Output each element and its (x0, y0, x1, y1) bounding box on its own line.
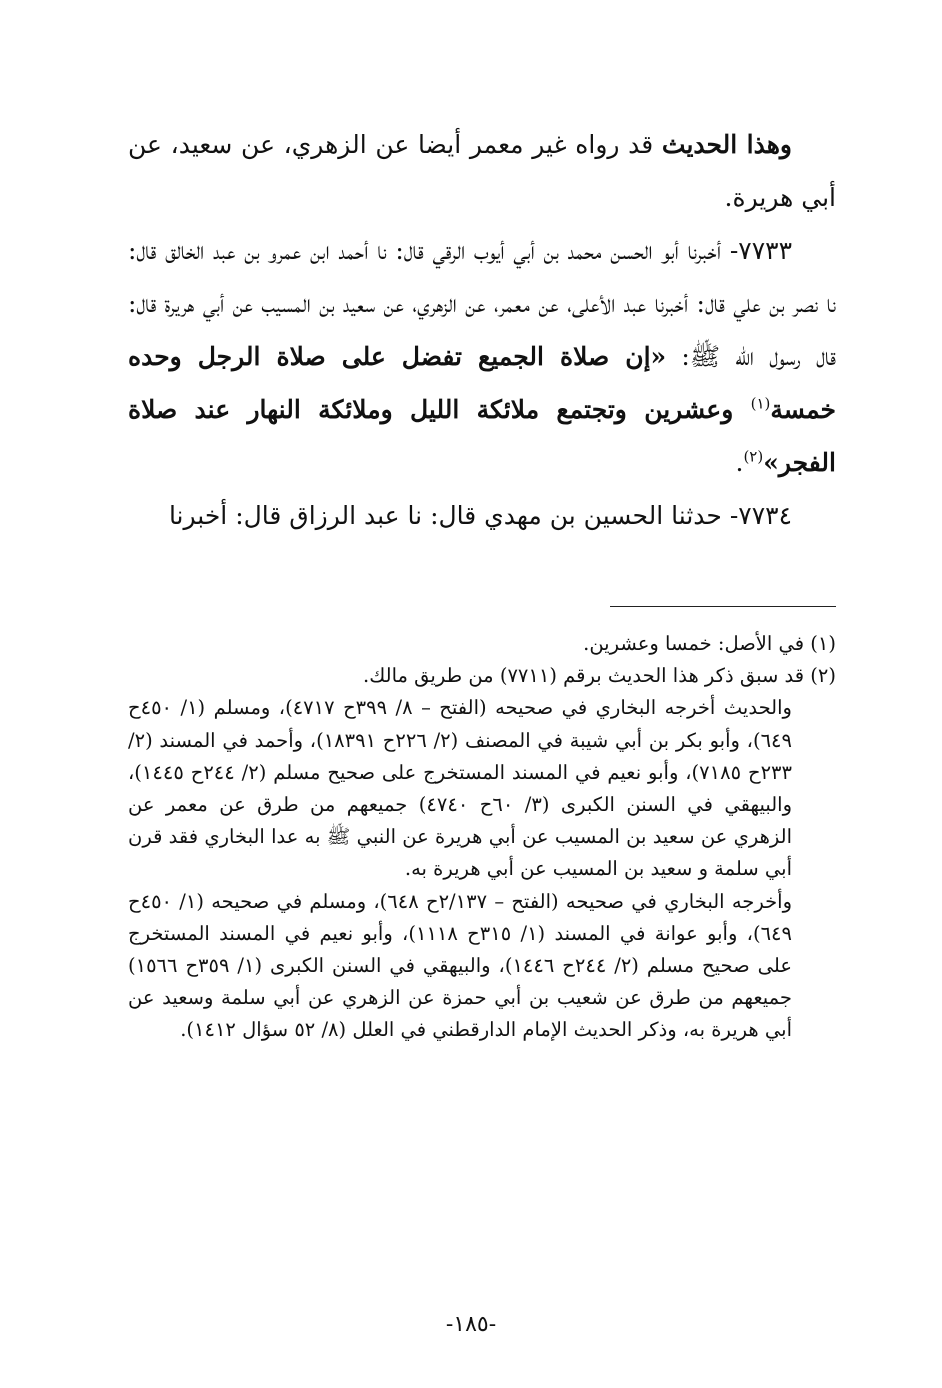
hadith-end-period: . (735, 448, 744, 477)
footnote-ref-1: (١) (750, 394, 771, 413)
footnote-ref-2: (٢) (743, 447, 764, 466)
intro-rest: قد رواه غير معمر أيضا عن الزهري، عن سعيد، عن أبي هريرة. (128, 130, 836, 212)
footnote-separator (610, 606, 836, 607)
footnotes (128, 628, 836, 1047)
footnote-2: (٢) قد سبق ذكر هذا الحديث برقم (٧٧١١) من طريق مالك. (363, 664, 836, 688)
footnote-1: (١) في الأصل: خمسا وعشرين. (583, 632, 836, 655)
isnad-7733: ٧٧٣٣- أخبرنا أبو الحسن محمد بن أبي أيوب الرقي قال: نا أحمد ابن عمرو بن عبد الخالق قال: نا نصر بن علي قال: أخبرنا عبد الأعلى، عن معمر، عن الزهري، عن سعيد بن المسيب عن أبي هريرة قال: قال رسول الله ﷺ: (128, 236, 837, 371)
paragraph-hadith-7733 (128, 224, 836, 489)
hadith-matn-part-b: وعشرين وتجتمع ملائكة الليل وملائكة النهار عند صلاة الفجر» (128, 395, 836, 477)
page-number: -١٨٥- (445, 1312, 497, 1337)
footnote-2-body-2: وأخرجه البخاري في صحيحه (الفتح – ٢/١٣٧ح ٦٤٨)، ومسلم في صحيحه (١/ ٤٥٠ح ٦٤٩)، وأبو عوانة في المسند (١/ ٣١٥ح ١١١٨)، وأبو نعيم في المسند المستخرج على صحيح مسلم (٢/ ٢٤٤ح ١٤٤٦)، والبيهقي في السنن الكبرى (١/ ٣٥٩ح ١٥٦٦) جميعهم من طرق عن شعيب بن أبي حمزة عن الزهري عن أبي سلمة وسعيد عن أبي هريرة به، وذكر الحديث الإمام الدارقطني في العلل (٨/ ٥٢ سؤال ١٤١٢). (128, 889, 792, 1042)
paragraph-hadith-7734: ٧٧٣٤- حدثنا الحسين بن مهدي قال: نا عبد الرزاق قال: أخبرنا (168, 501, 792, 530)
paragraph-intro (128, 118, 836, 224)
intro-lead-bold: وهذا الحديث (661, 130, 792, 159)
main-text (128, 118, 836, 542)
footnote-2-body-1: والحديث أخرجه البخاري في صحيحه (الفتح – ٨/ ٣٩٩ح ٤٧١٧)، ومسلم (١/ ٤٥٠ح ٦٤٩)، وأبو بكر بن أبي شيبة في المصنف (٢/ ٢٢٦ح ١٨٣٩١)، وأحمد في المسند (٢/ ٢٣٣ح ٧١٨٥)، وأبو نعيم في المسند المستخرج على صحيح مسلم (٢/ ٢٤٤ح ١٤٤٥)، والبيهقي في السنن الكبرى (٣/ ٦٠ح ٤٧٤٠) جميعهم من طرق عن معمر عن الزهري عن سعيد بن المسيب عن أبي هريرة عن النبي ﷺ به عدا البخاري فقد قرن أبي سلمة و سعيد بن المسيب عن أبي هريرة به. (128, 696, 792, 881)
hadith-matn-part-a: «إن صلاة الجميع تفضل على صلاة الرجل وحده خمسة (128, 342, 836, 424)
